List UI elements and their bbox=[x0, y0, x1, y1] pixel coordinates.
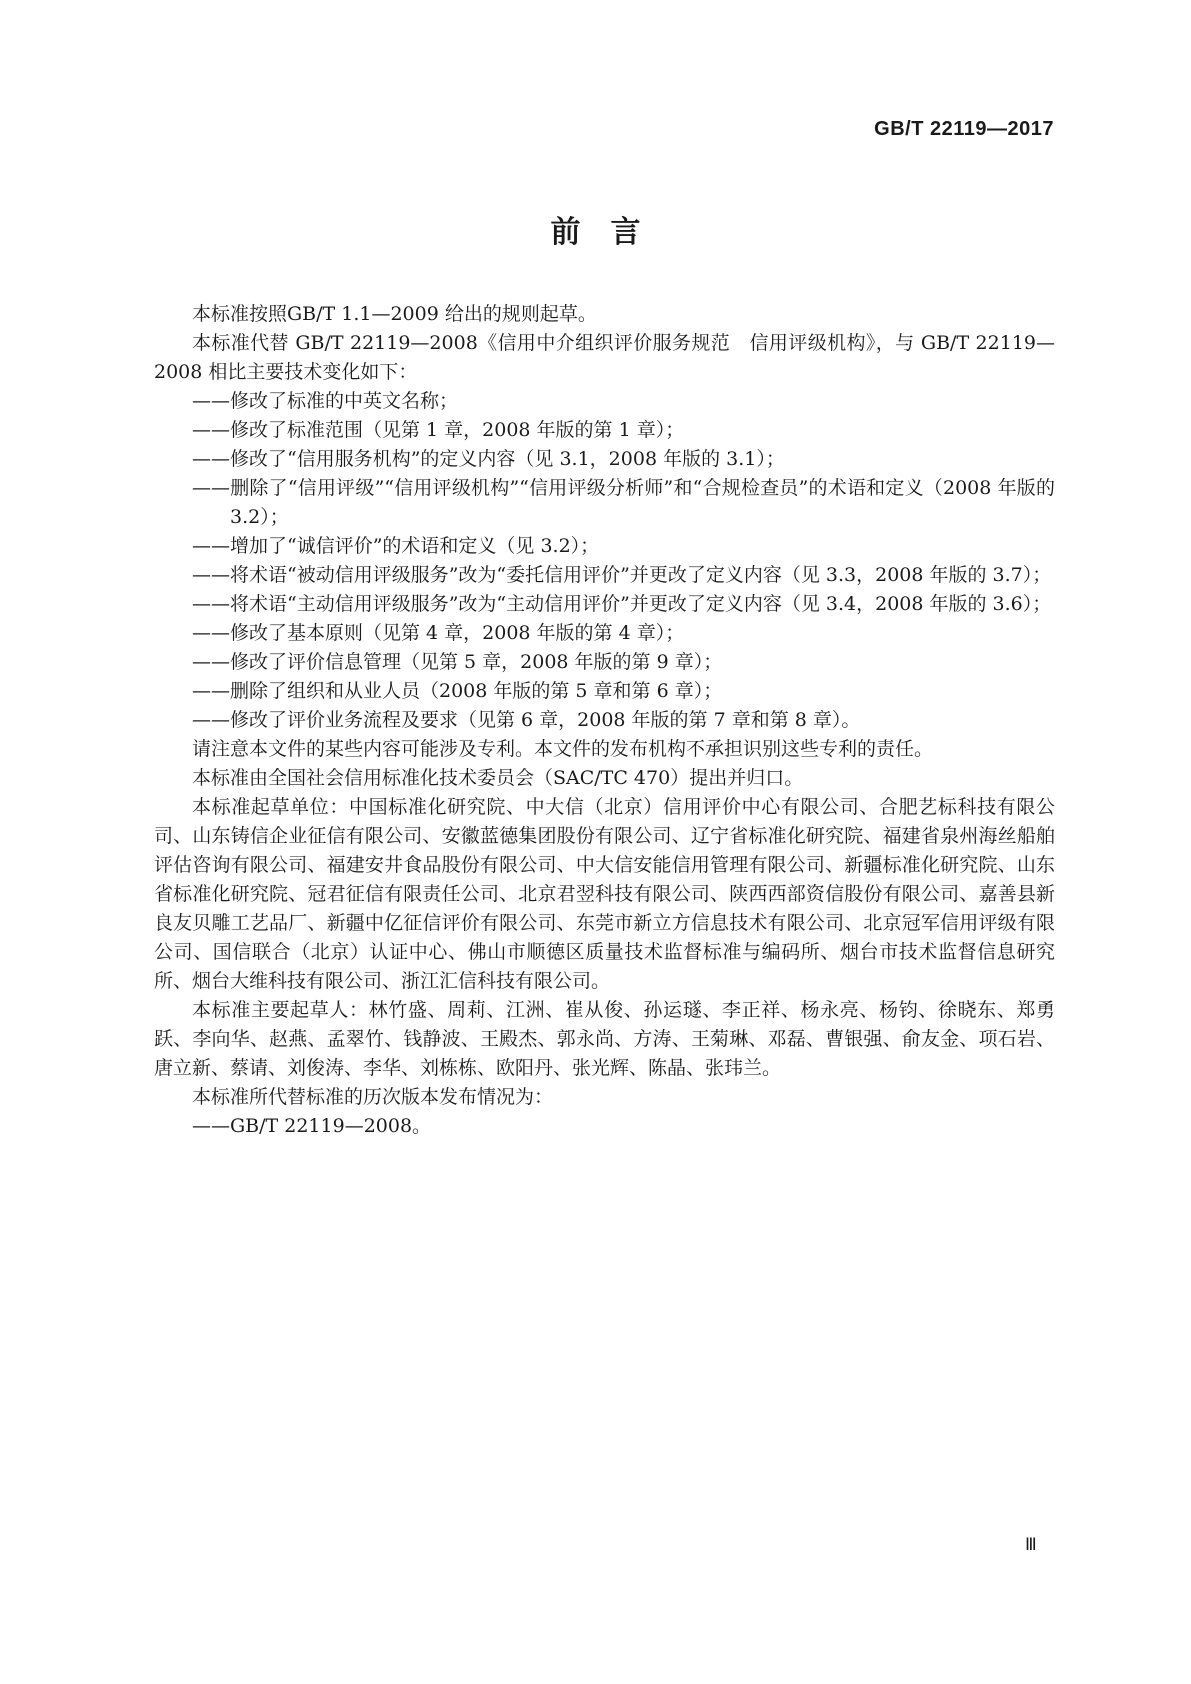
change-item: ——修改了“信用服务机构”的定义内容（见 3.1，2008 年版的 3.1）； bbox=[192, 448, 785, 470]
drafting-units-paragraph: 本标准起草单位：中国标准化研究院、中大信（北京）信用评价中心有限公司、合肥艺标科技有限公司、山东铸信企业征信有限公司、安徽蓝德集团股份有限公司、辽宁省标准化研究院、福建省泉州海丝船舶评估咨询有限公司、福建安井食品股份有限公司、中大信安能信用管理有限公司、新疆标准化研究院、山东省标准化研究院、冠君征信有限责任公司、北京君翌科技有限公司、陕西西部资信股份有限公司、嘉善县新良友贝雕工艺品厂、新疆中亿征信评价有限公司、东莞市新立方信息技术有限公司、北京冠军信用评级有限公司、国信联合（北京）认证中心、佛山市顺德区质量技术监督标准与编码所、烟台市技术监督信息研究所、烟台大维科技有限公司、浙江汇信科技有限公司。 bbox=[154, 796, 1055, 992]
page-number: Ⅲ bbox=[1025, 1535, 1037, 1554]
replacement-paragraph: 本标准代替 GB/T 22119—2008《信用中介组织评价服务规范 信用评级机构》，与 GB/T 22119—2008 相比主要技术变化如下： bbox=[154, 332, 1055, 383]
change-item: ——修改了标准范围（见第 1 章，2008 年版的第 1 章）； bbox=[192, 419, 685, 441]
change-item: ——增加了“诚信评价”的术语和定义（见 3.2）； bbox=[192, 535, 600, 557]
standard-code: GB/T 22119—2017 bbox=[874, 118, 1054, 140]
change-item: ——删除了组织和从业人员（2008 年版的第 5 章和第 6 章）； bbox=[192, 680, 723, 702]
drafters-paragraph: 本标准主要起草人：林竹盛、周莉、江洲、崔从俊、孙运璲、李正祥、杨永亮、杨钧、徐晓东、郑勇跃、李向华、赵燕、孟翠竹、钱静波、王殿杰、郭永尚、方涛、王菊琳、邓磊、曹银强、俞友金、项石岩、唐立新、蔡请、刘俊涛、李华、刘栋栋、欧阳丹、张光辉、陈晶、张玮兰。 bbox=[154, 999, 1055, 1079]
history-item: ——GB/T 22119—2008。 bbox=[192, 1115, 432, 1137]
proposer-paragraph: 本标准由全国社会信用标准化技术委员会（SAC/TC 470）提出并归口。 bbox=[192, 767, 804, 789]
change-item: ——修改了基本原则（见第 4 章，2008 年版的第 4 章）； bbox=[192, 622, 685, 644]
change-item: ——将术语“被动信用评级服务”改为“委托信用评价”并更改了定义内容（见 3.3，2008 年版的 3.7）； bbox=[192, 564, 1052, 586]
page-title: 前言 bbox=[550, 215, 671, 250]
change-item: ——修改了标准的中英文名称； bbox=[192, 390, 459, 412]
change-item: ——删除了“信用评级”“信用评级机构”“信用评级分析师”和“合规检查员”的术语和定义（2008 年版的 3.2）； bbox=[192, 477, 1055, 528]
foreword-body bbox=[154, 300, 1055, 1141]
change-item: ——修改了评价信息管理（见第 5 章，2008 年版的第 9 章）； bbox=[192, 651, 723, 673]
change-item: ——修改了评价业务流程及要求（见第 6 章，2008 年版的第 7 章和第 8 章）。 bbox=[192, 709, 861, 731]
change-item: ——将术语“主动信用评级服务”改为“主动信用评价”并更改了定义内容（见 3.4，2008 年版的 3.6）； bbox=[192, 593, 1052, 615]
history-intro-paragraph: 本标准所代替标准的历次版本发布情况为： bbox=[192, 1086, 554, 1108]
patent-notice-paragraph: 请注意本文件的某些内容可能涉及专利。本文件的发布机构不承担识别这些专利的责任。 bbox=[192, 738, 934, 760]
drafting-rules-paragraph: 本标准按照GB/T 1.1—2009 给出的规则起草。 bbox=[192, 303, 597, 325]
